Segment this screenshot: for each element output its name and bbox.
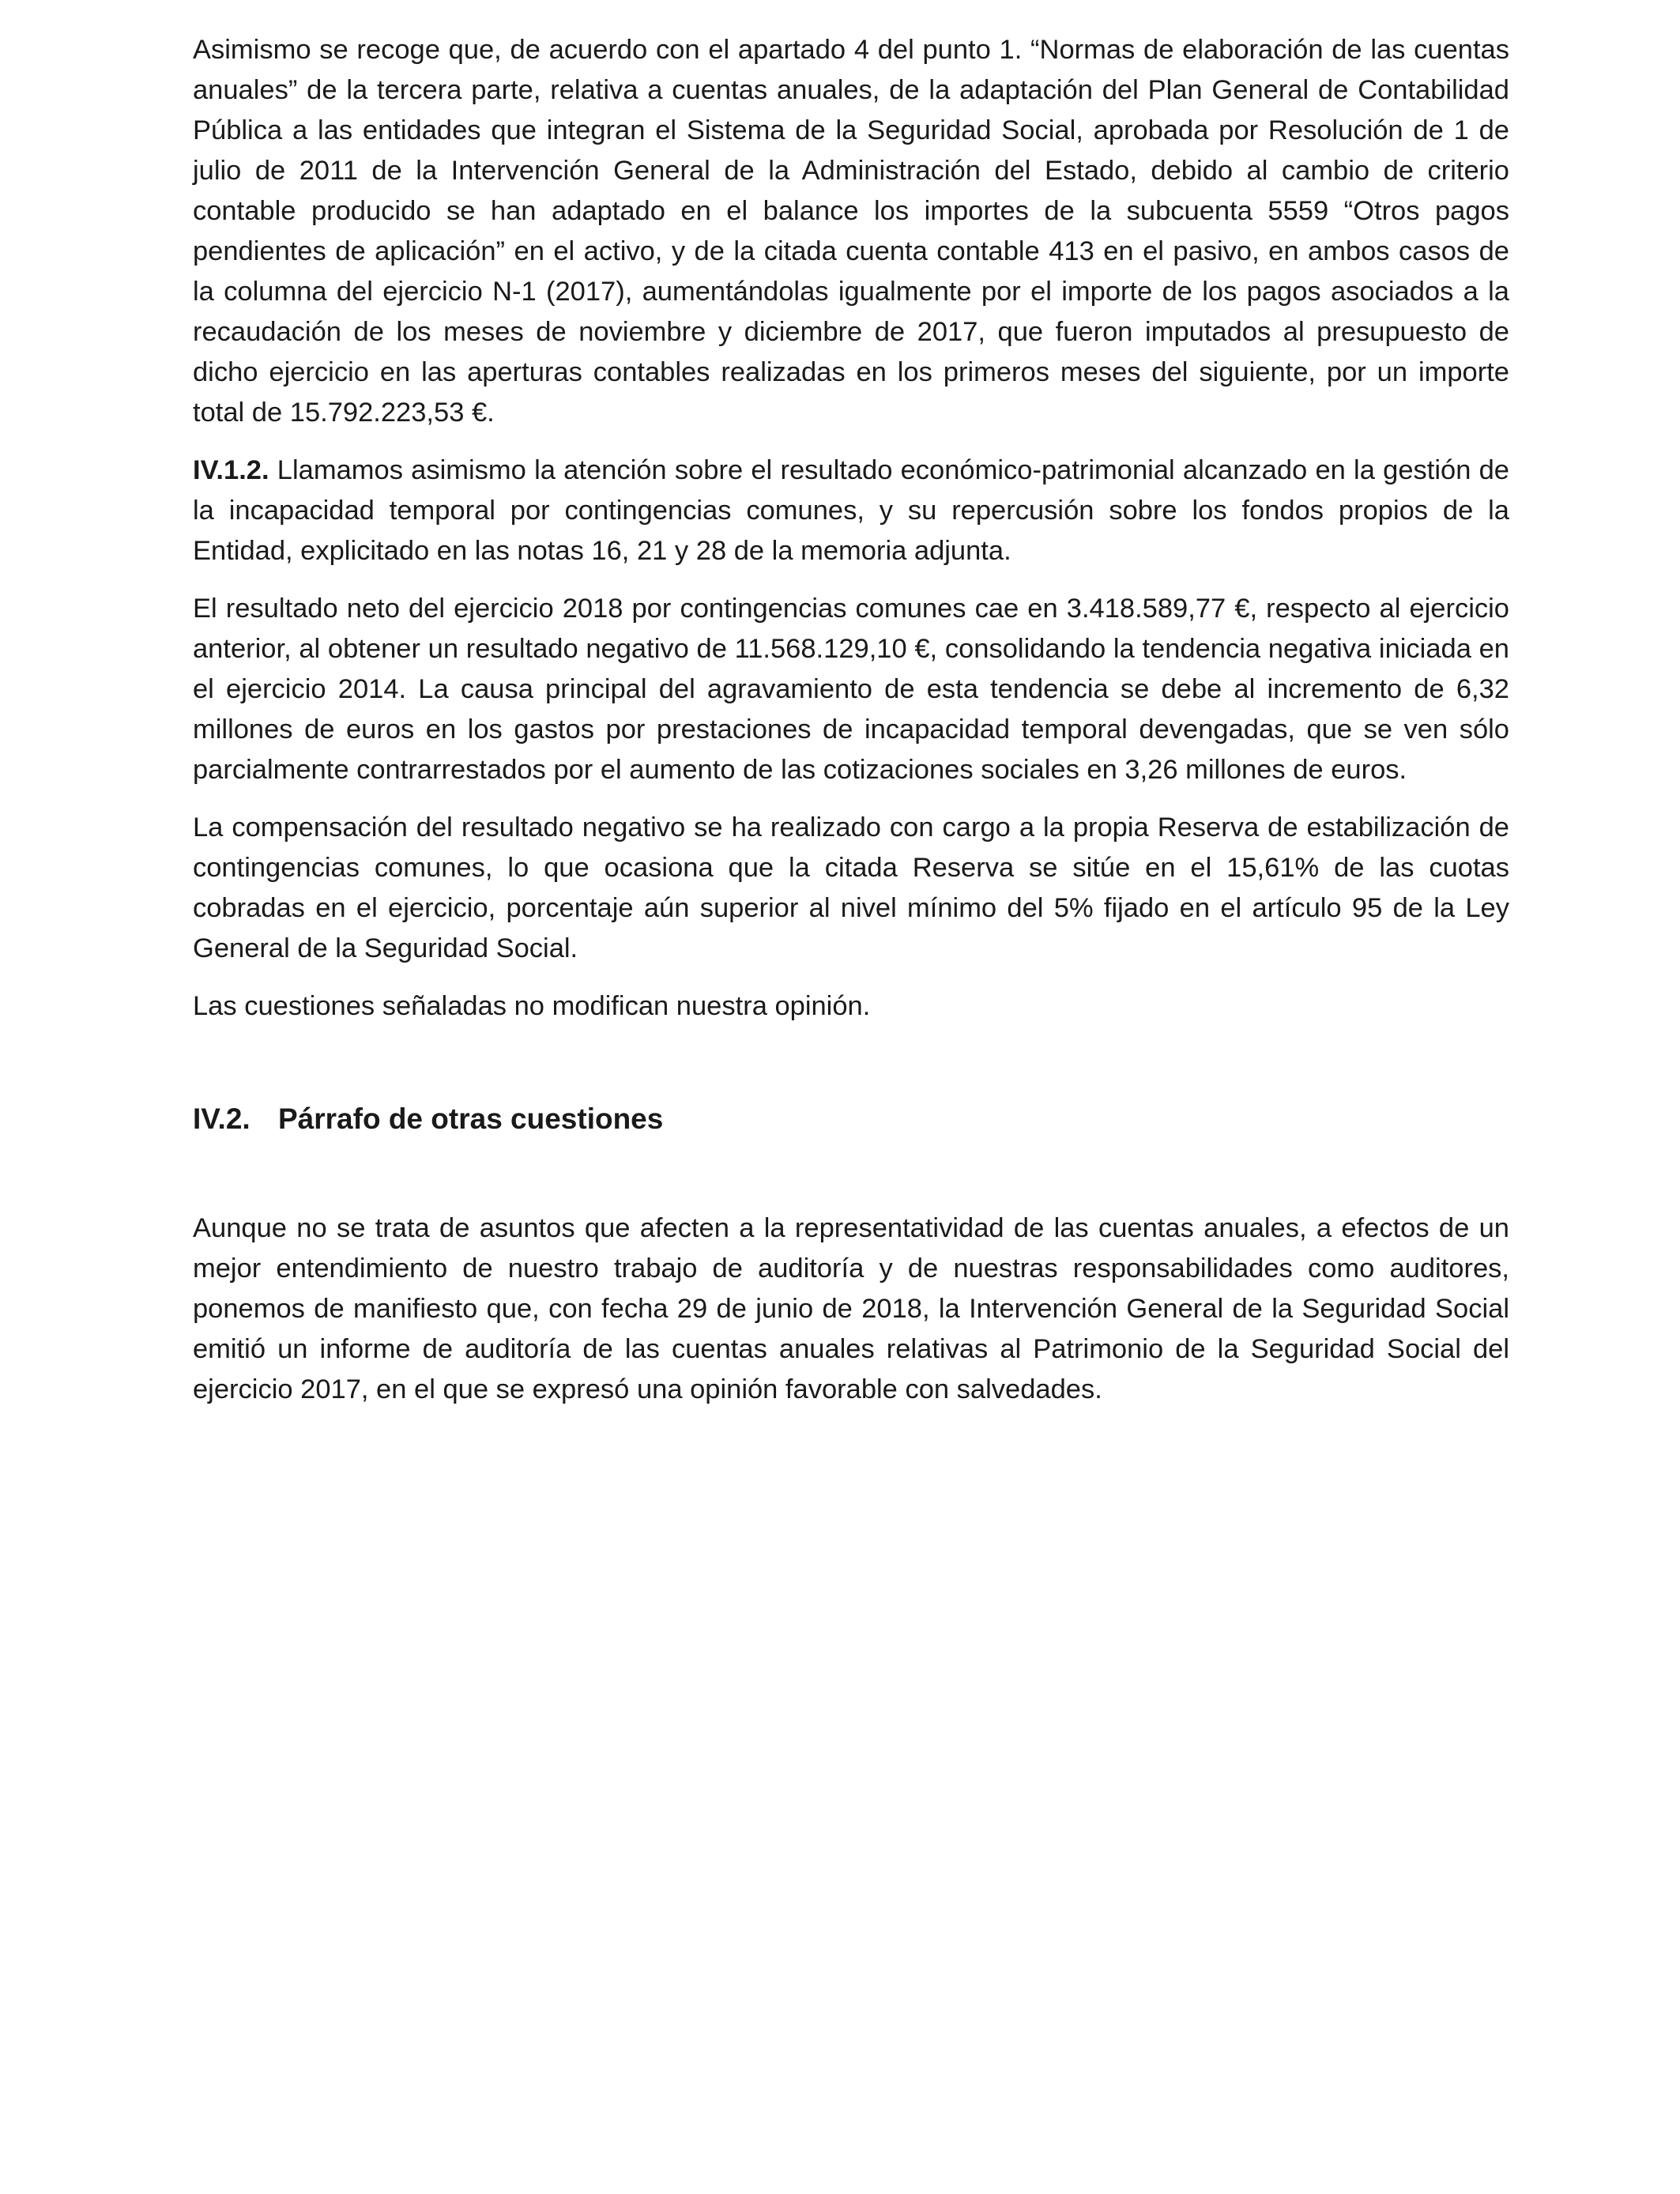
paragraph-balance-adjustment: Asimismo se recoge que, de acuerdo con el apartado 4 del punto 1. “Normas de elaboración de las cuentas anuales” de la tercera parte, relativa a cuentas anuales, de la adaptación del Plan General de Contabilidad Pública a las entidades que integran el Sistema de la Seguridad Social, aprobada por Resolución de 1 de julio de 2011 de la Intervención General de la Administración del Estado, debido al cambio de criterio contable producido se han adaptado en el balance los importes de la subcuenta 5559 “Otros pagos pendientes de aplicación” en el activo, y de la citada cuenta contable 413 en el pasivo, en ambos casos de la columna del ejercicio N-1 (2017), aumentándolas igualmente por el importe de los pagos asociados a la recaudación de los meses de noviembre y diciembre de 2017, que fueron imputados al presupuesto de dicho ejercicio en las aperturas contables realizadas en los primeros meses del siguiente, por un importe total de 15.792.223,53 €. bbox=[193, 35, 1509, 428]
paragraph-other-matters: Aunque no se trata de asuntos que afecten a la representatividad de las cuentas anuales, a efectos de un mejor entendimiento de nuestro trabajo de auditoría y de nuestras responsabilidades como auditores, ponemos de manifiesto que, con fecha 29 de junio de 2018, la Intervención General de la Seguridad Social emitió un informe de auditoría de las cuentas anuales relativas al Patrimonio de la Seguridad Social del ejercicio 2017, en el que se expresó una opinión favorable con salvedades. bbox=[193, 1213, 1509, 1404]
paragraph-compensation: La compensación del resultado negativo se ha realizado con cargo a la propia Reserva de estabilización de contingencias comunes, lo que ocasiona que la citada Reserva se sitúe en el 15,61% de las cuotas cobradas en el ejercicio, porcentaje aún superior al nivel mínimo del 5% fijado en el artículo 95 de la Ley General de la Seguridad Social. bbox=[193, 812, 1509, 963]
paragraph-label-iv-1-2: IV.1.2. bbox=[193, 455, 269, 485]
paragraph-conclusion: Las cuestiones señaladas no modifican nuestra opinión. bbox=[193, 991, 871, 1021]
paragraph-net-result: El resultado neto del ejercicio 2018 por contingencias comunes cae en 3.418.589,77 €, respecto al ejercicio anterior, al obtener un resultado negativo de 11.568.129,10 €, consolidando la tendencia negativa iniciada en el ejercicio 2014. La causa principal del agravamiento de esta tendencia se debe al incremento de 6,32 millones de euros en los gastos por prestaciones de incapacidad temporal devengadas, que se ven sólo parcialmente contrarrestados por el aumento de las cotizaciones sociales en 3,26 millones de euros. bbox=[193, 594, 1509, 785]
paragraph-iv-1-2-text: Llamamos asimismo la atención sobre el resultado económico-patrimonial alcanzado en la gestión de la incapacidad temporal por contingencias comunes, y su repercusión sobre los fondos propios de la Entidad, explicitado en las notas 16, 21 y 28 de la memoria adjunta. bbox=[193, 455, 1509, 566]
paragraph-iv-1-2 bbox=[193, 450, 1509, 571]
section-heading-iv-2 bbox=[193, 1098, 1509, 1140]
section-title: Párrafo de otras cuestiones bbox=[278, 1103, 664, 1135]
document-page bbox=[193, 30, 1509, 1427]
section-number: IV.2. bbox=[193, 1103, 250, 1135]
